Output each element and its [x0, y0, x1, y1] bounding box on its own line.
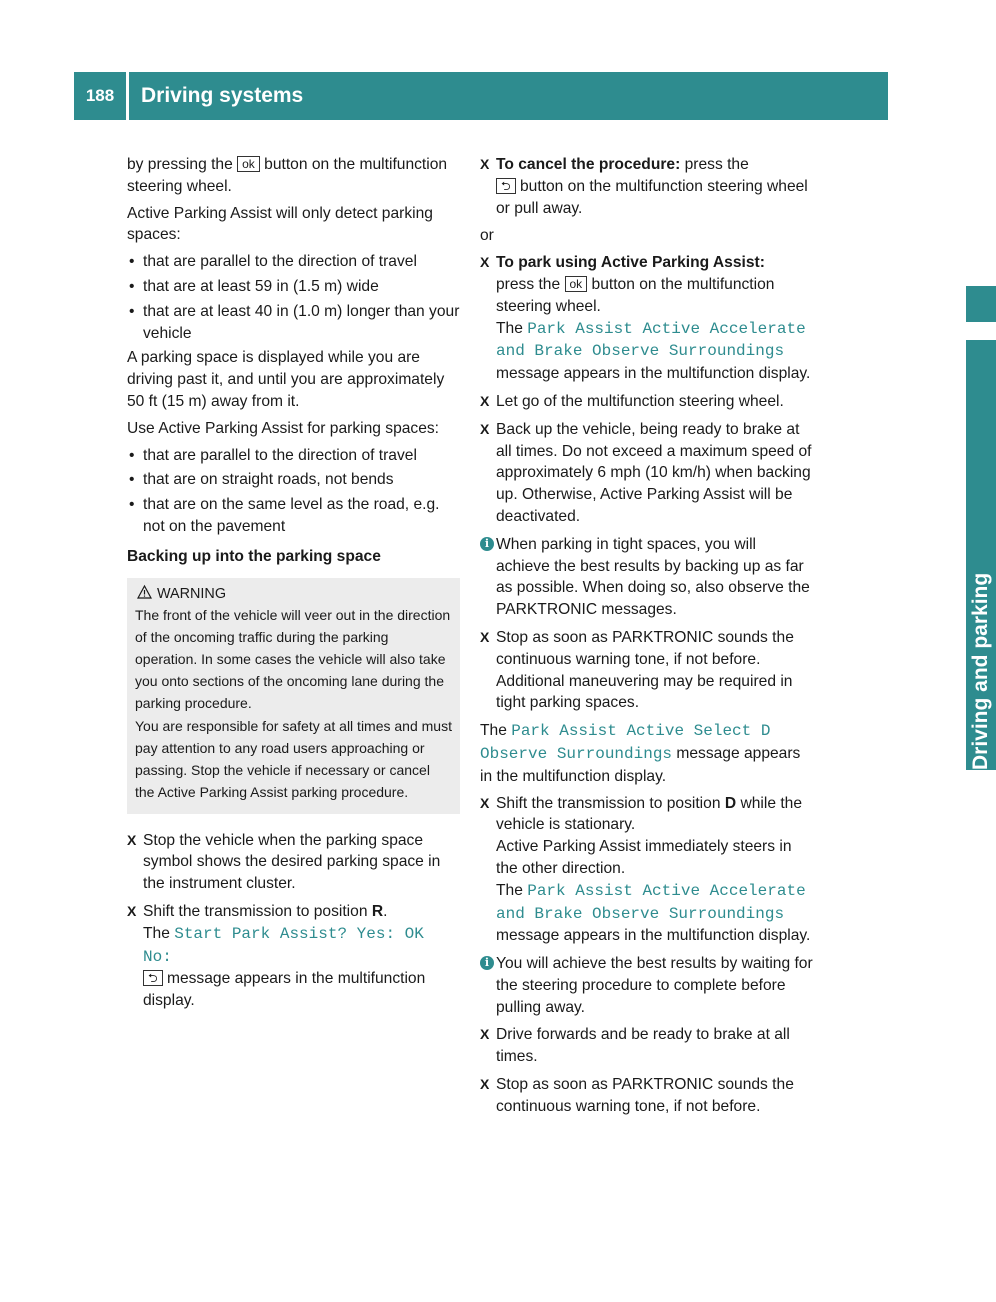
step-item [480, 627, 814, 714]
list-item: • that are on straight roads, not bends [127, 469, 460, 491]
step-arrow-icon: X [127, 831, 137, 848]
paragraph: or [480, 227, 494, 245]
step-text: Stop as soon as PARKTRONIC sounds the continuous warning tone, if not before. Additional maneuvering may be required in tight parking spaces. [496, 628, 794, 712]
back-button-icon: ⮌ [143, 970, 163, 986]
left-column [127, 154, 460, 1018]
step-item [480, 419, 814, 528]
step-title: To cancel the procedure: [496, 156, 681, 173]
info-text: When parking in tight spaces, you will achieve the best results by backing up as far as possible. When doing so, also observe the PARKTRONIC messages. [496, 535, 810, 619]
step-arrow-icon: X [480, 628, 490, 645]
step-arrow-icon: X [480, 420, 490, 437]
step-text: Drive forwards and be ready to brake at all times. [496, 1026, 790, 1066]
text: . [383, 902, 388, 920]
info-text: You will achieve the best results by waiting for the steering procedure to complete before pulling away. [496, 955, 813, 1016]
text: The [480, 722, 507, 740]
list-item: • that are at least 59 in (1.5 m) wide [127, 276, 460, 298]
step-text: Shift the transmission to position [143, 902, 368, 920]
text: message appears in the multifunction display. [496, 365, 811, 383]
text: button on the multifunction steering wheel or pull away. [496, 177, 808, 217]
warning-title [135, 584, 452, 606]
text: button on the multifunction steering wheel. [496, 275, 775, 315]
list-item: • that are on the same level as the road, e.g. not on the pavement [127, 494, 460, 538]
step-item [480, 154, 814, 219]
step-item [127, 901, 460, 1012]
step-item [480, 1024, 814, 1068]
warning-label: WARNING [157, 585, 227, 602]
paragraph: Use Active Parking Assist for parking spaces: [127, 419, 440, 437]
list-item: • that are parallel to the direction of travel [127, 251, 460, 273]
step-text: while the vehicle is stationary. [496, 794, 802, 834]
step-arrow-icon: X [480, 392, 490, 409]
text: press the [496, 275, 561, 293]
step-item [480, 1074, 814, 1118]
step-text: Shift the transmission to position [496, 794, 721, 812]
step-item [480, 793, 814, 948]
page-number: 188 [85, 86, 115, 105]
step-text: Stop the vehicle when the parking space symbol shows the desired parking space in the instrument cluster. [143, 831, 441, 893]
step-item [127, 830, 460, 895]
step-text: Back up the vehicle, being ready to brake at all times. Do not exceed a maximum speed of approximately 6 mph (10 km/h) when backing up. Otherwise, Active Parking Assist will be deactivated. [496, 420, 812, 525]
display-message: Start Park Assist? Yes: OK No: [143, 924, 424, 966]
step-arrow-icon: X [480, 254, 490, 271]
info-icon: i [480, 537, 494, 551]
paragraph: Active Parking Assist will only detect parking spaces: [127, 204, 433, 244]
ok-button-icon: ok [237, 156, 260, 172]
subsection-heading: Backing up into the parking space [127, 547, 381, 565]
warning-box [127, 578, 460, 814]
list-item: • that are at least 40 in (1.0 m) longer than your vehicle [127, 301, 460, 345]
paragraph: A parking space is displayed while you are driving past it, and until you are approximately 50 ft (15 m) away from it. [127, 349, 445, 410]
text: The [496, 319, 523, 337]
warning-text: You are responsible for safety at all times and must pay attention to any road users approaching or passing. Stop the vehicle if necessary or cancel the Active Parking Assist parking procedure. [135, 718, 452, 800]
text: message appears in the multifunction display. [496, 927, 811, 945]
display-message: Park Assist Active Accelerate and Brake Observe Surroundings [496, 319, 806, 361]
step-title: To park using Active Parking Assist: [496, 254, 765, 272]
ok-button-icon: ok [565, 276, 588, 292]
step-arrow-icon: X [480, 156, 490, 172]
side-tab-label: Driving and parking [969, 572, 992, 770]
text: The [496, 881, 523, 899]
step-text: Active Parking Assist immediately steers in the other direction. [496, 838, 792, 877]
step-arrow-icon: X [480, 1076, 490, 1093]
step-arrow-icon: X [480, 1026, 490, 1043]
display-message: Park Assist Active Accelerate and Brake Observe Surroundings [496, 881, 806, 923]
text: button on the multifunction steering wheel. [127, 156, 448, 195]
position-label: D [724, 794, 737, 812]
display-message: Park Assist Active Select D Observe Surroundings [480, 722, 771, 763]
section-title: Driving systems [141, 84, 304, 107]
info-icon: i [480, 956, 494, 970]
paragraph [127, 154, 460, 198]
text: by pressing the [127, 156, 233, 173]
side-tab-marker [966, 286, 996, 322]
step-item [480, 252, 814, 385]
step-item [480, 391, 814, 413]
step-text: Let go of the multifunction steering wheel. [496, 392, 784, 410]
right-column [480, 154, 814, 1124]
header-divider [126, 72, 129, 120]
warning-text: The front of the vehicle will veer out in the direction of the oncoming traffic during the parking operation. In some cases the vehicle will also take you onto sections of the oncoming lane during the parking procedure. [135, 607, 451, 711]
text: The [143, 924, 170, 942]
warning-triangle-icon [137, 585, 152, 607]
step-text: message appears in the multifunction display. [143, 970, 426, 1010]
step-arrow-icon: X [480, 794, 490, 811]
step-text: Stop as soon as PARKTRONIC sounds the continuous warning tone, if not before. [496, 1076, 794, 1115]
step-arrow-icon: X [127, 902, 137, 919]
info-note [480, 953, 814, 1018]
back-button-icon: ⮌ [496, 178, 516, 194]
text: press the [684, 156, 749, 173]
info-note [480, 534, 814, 621]
position-label: R [371, 902, 384, 920]
text: message appears in the multifunction display. [480, 744, 801, 785]
list-item: • that are parallel to the direction of travel [127, 445, 460, 467]
paragraph [480, 720, 814, 787]
